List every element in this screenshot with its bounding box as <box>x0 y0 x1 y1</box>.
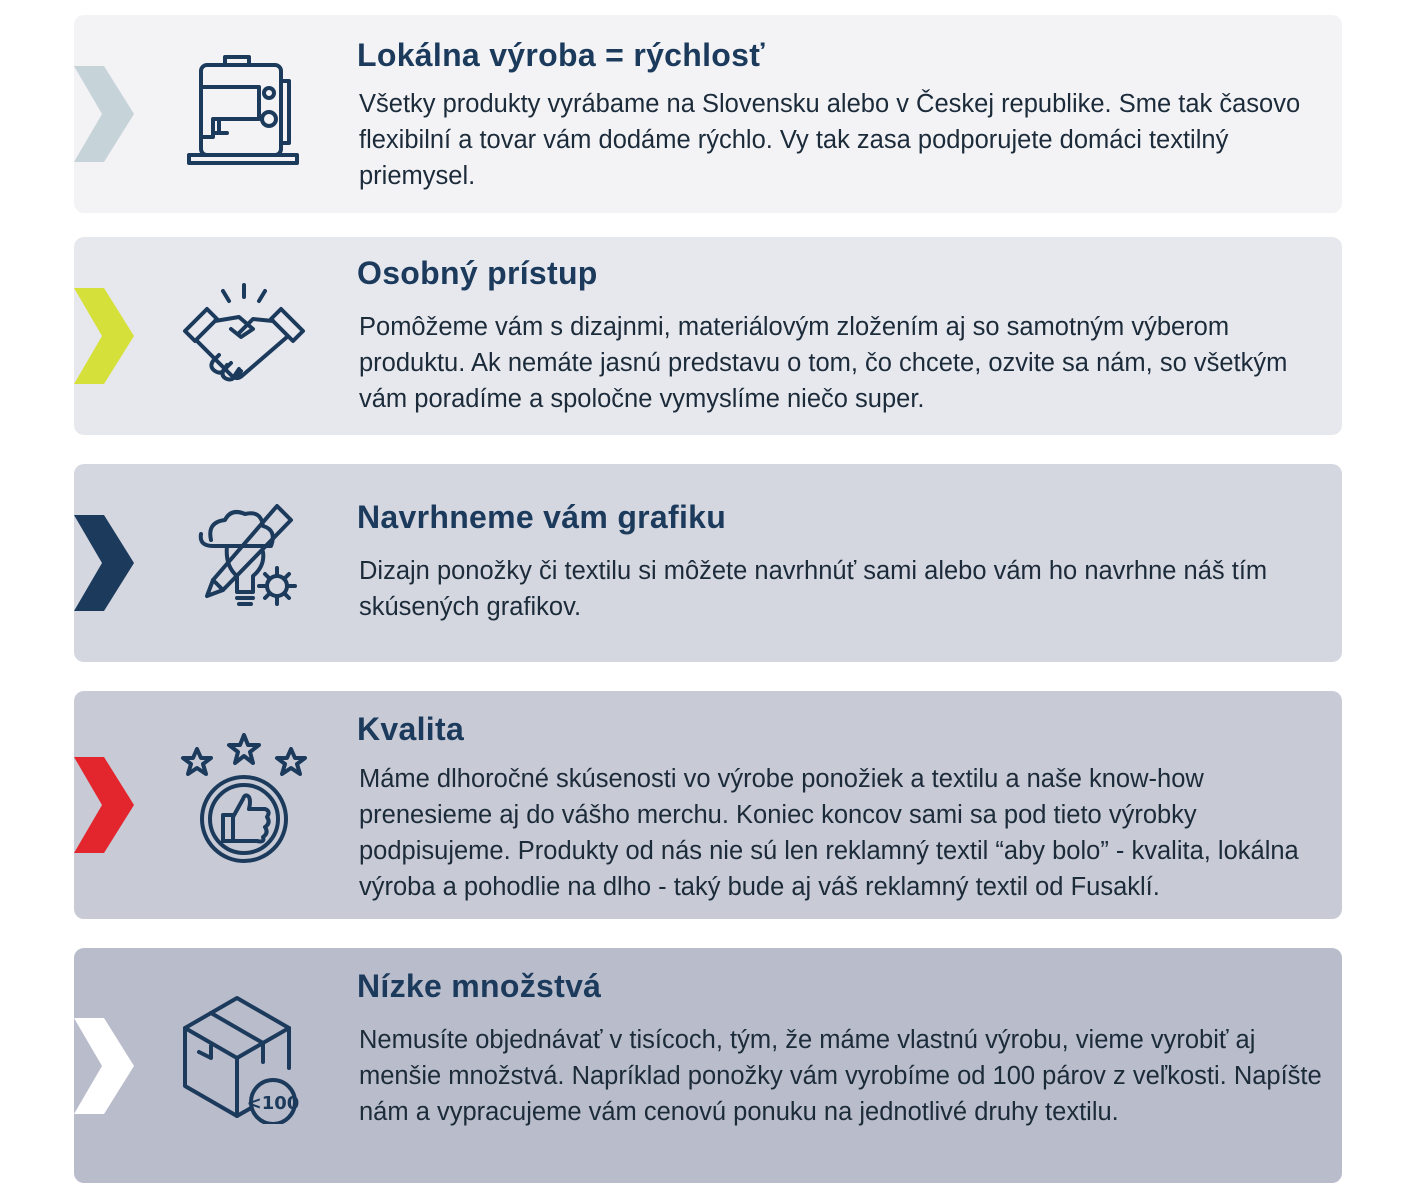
creative-design-icon <box>179 502 309 632</box>
quantity-badge: <100 <box>246 1093 300 1114</box>
feature-card-personal-approach <box>74 237 1342 435</box>
chevron-accent-icon <box>74 515 136 611</box>
feature-text: Nemusíte objednávať v tisícoch, tým, že máme vlastnú výrobu, vieme vyrobiť aj menšie množstvá. Napríklad ponožky vám vyrobíme od 100 párov z veľkosti. Napíšte nám a vypracujeme vám cenovú ponuku na jednotlivé druhy textilu. <box>359 1026 1322 1126</box>
feature-title: Lokálna výroba = rýchlosť <box>357 37 765 73</box>
feature-card-local-production <box>74 15 1342 213</box>
box-icon <box>179 994 309 1124</box>
feature-text: Máme dlhoročné skúsenosti vo výrobe ponožiek a textilu a naše know-how prenesieme aj do vášho merchu. Koniec koncov sami sa pod tieto výrobky podpisujeme. Produkty od nás nie sú len reklamný textil “aby bolo” - kvalita, lokálna výroba a pohodlie na dlho - taký bude aj váš reklamný textil od Fusaklí. <box>359 765 1299 901</box>
feature-card-low-quantity <box>74 948 1342 1183</box>
chevron-accent-icon <box>74 1018 136 1114</box>
feature-card-quality <box>74 691 1342 919</box>
handshake-icon <box>179 279 309 409</box>
chevron-accent-icon <box>74 288 136 384</box>
sewing-machine-icon <box>179 47 309 177</box>
feature-title: Nízke množstvá <box>357 968 602 1004</box>
feature-title: Kvalita <box>357 711 465 747</box>
feature-text: Dizajn ponožky či textilu si môžete navrhnúť sami alebo vám ho navrhne náš tím skúsených grafikov. <box>359 557 1268 621</box>
feature-title: Osobný prístup <box>357 255 598 291</box>
feature-title: Navrhneme vám grafiku <box>357 499 727 535</box>
feature-card-graphic-design <box>74 464 1342 662</box>
feature-text: Pomôžeme vám s dizajnmi, materiálovým zložením aj so samotným výberom produktu. Ak nemáte jasnú predstavu o tom, čo chcete, ozvite sa nám, so všetkým vám poradíme a spoločne vymyslíme niečo super. <box>359 313 1288 413</box>
chevron-accent-icon <box>74 66 136 162</box>
feature-text: Všetky produkty vyrábame na Slovensku alebo v Českej republike. Sme tak časovo flexibilní a tovar vám dodáme rýchlo. Vy tak zasa podporujete domáci textilný priemysel. <box>359 90 1301 190</box>
quality-thumbs-up-icon <box>179 733 309 863</box>
chevron-accent-icon <box>74 757 136 853</box>
